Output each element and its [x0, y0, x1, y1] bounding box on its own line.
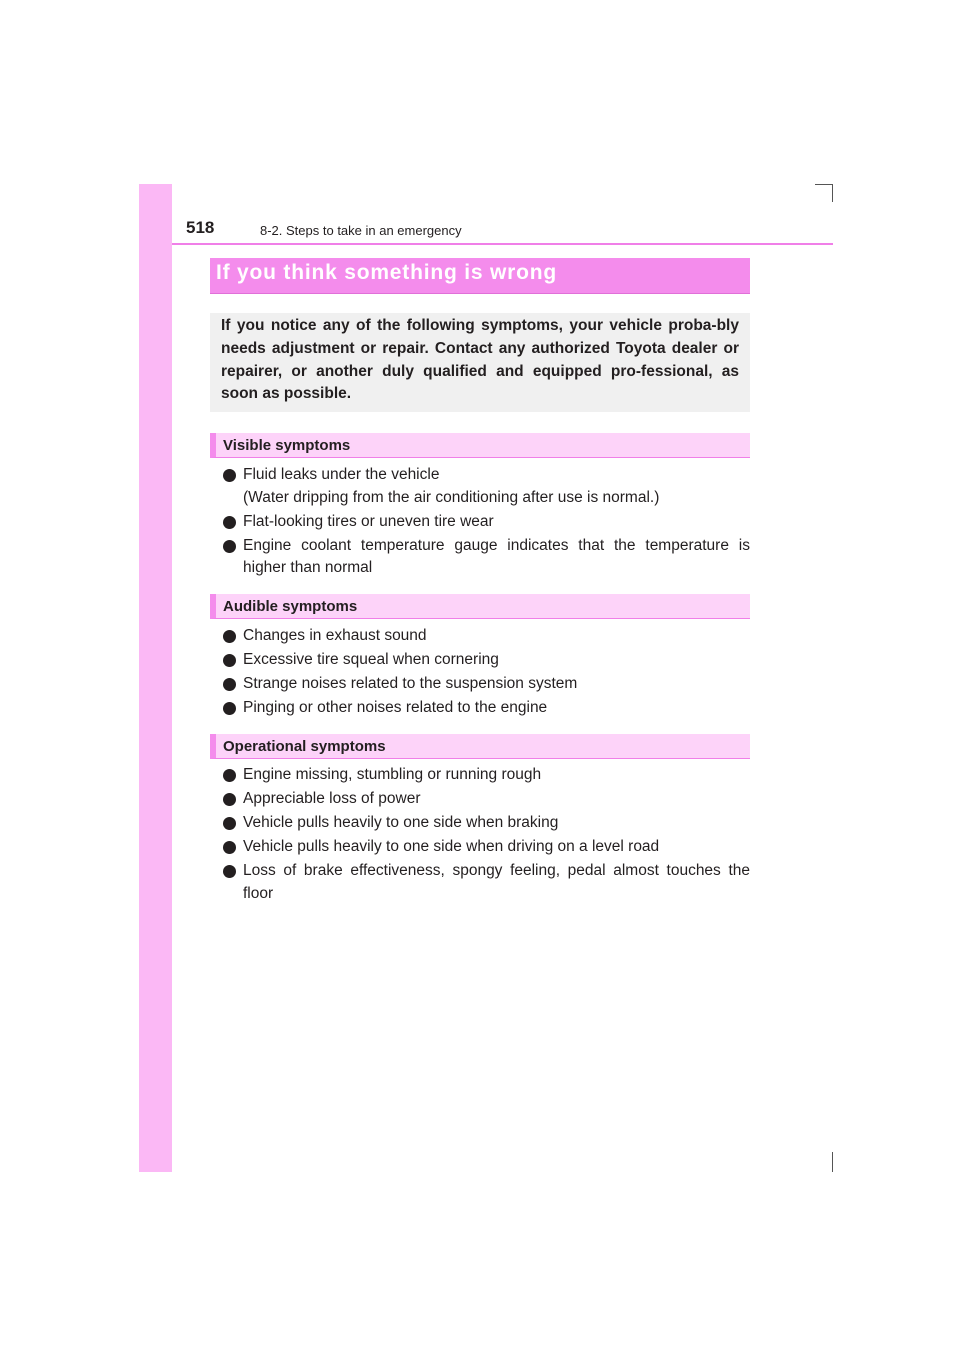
- bullet-icon: [223, 630, 236, 643]
- list-item-text: Fluid leaks under the vehicle: [243, 466, 440, 483]
- bullet-icon: [223, 540, 236, 553]
- crop-mark-bottom: [832, 1152, 833, 1172]
- subhead-label: Operational symptoms: [223, 738, 386, 755]
- bullet-icon: [223, 841, 236, 854]
- crop-mark-top: [815, 184, 833, 202]
- list-item-text: Pinging or other noises related to the engine: [243, 699, 548, 717]
- subhead-label: Visible symptoms: [223, 437, 351, 454]
- list-item-text: Appreciable loss of power: [243, 790, 421, 808]
- bullet-icon: [223, 469, 236, 482]
- list-item-text: Vehicle pulls heavily to one side when driving on a level road: [243, 838, 660, 856]
- list-item-text: Flat-looking tires or uneven tire wear: [243, 512, 494, 530]
- bullet-icon: [223, 793, 236, 806]
- audible-symptoms-list: [222, 625, 750, 721]
- list-item: [222, 860, 750, 905]
- bullet-icon: [223, 865, 236, 878]
- list-item-text: Changes in exhaust sound: [243, 627, 427, 644]
- subhead-visible-symptoms: [210, 433, 750, 458]
- subhead-audible-symptoms: [210, 594, 750, 619]
- intro-text: If you notice any of the following symptoms, your vehicle proba-bly needs adjustment or repair. Contact any authorized Toyota dealer or repairer, or another duly qualified and equipped pro-fessional, as soon as possible.: [221, 317, 739, 403]
- side-tab-strip: [139, 184, 172, 1172]
- list-item: [222, 836, 750, 859]
- list-item-text: Strange noises related to the suspension system: [243, 675, 578, 693]
- bullet-icon: [223, 769, 236, 782]
- running-header: 8-2. Steps to take in an emergency: [260, 223, 462, 238]
- list-item-text: Loss of brake effectiveness, spongy feeling, pedal almost touches the floor: [243, 862, 750, 902]
- page-number: 518: [186, 218, 215, 237]
- list-item: [222, 764, 750, 787]
- subhead-operational-symptoms: [210, 734, 750, 759]
- section-title: If you think something is wrong: [216, 261, 557, 284]
- list-item: [222, 625, 750, 648]
- list-item: [222, 788, 750, 811]
- list-item-text: Engine missing, stumbling or running rough: [243, 766, 542, 783]
- list-item: [222, 673, 750, 696]
- list-item-text: Engine coolant temperature gauge indicates that the temperature is higher than normal: [243, 536, 750, 577]
- list-item: [222, 697, 750, 720]
- bullet-icon: [223, 654, 236, 667]
- operational-symptoms-list: [222, 764, 750, 907]
- bullet-icon: [223, 516, 236, 529]
- list-item-note: (Water dripping from the air conditioning after use is normal.): [243, 488, 660, 506]
- header-rule: [172, 243, 833, 245]
- list-item: [222, 511, 750, 534]
- list-item: [222, 649, 750, 672]
- subhead-label: Audible symptoms: [223, 598, 358, 615]
- list-item: [222, 535, 750, 580]
- bullet-icon: [223, 678, 236, 691]
- list-item: [222, 812, 750, 835]
- bullet-icon: [223, 817, 236, 830]
- list-item-text: Vehicle pulls heavily to one side when braking: [243, 814, 559, 832]
- bullet-icon: [223, 702, 236, 715]
- list-item-text: Excessive tire squeal when cornering: [243, 651, 499, 669]
- list-item: [222, 464, 750, 509]
- visible-symptoms-list: [222, 464, 750, 581]
